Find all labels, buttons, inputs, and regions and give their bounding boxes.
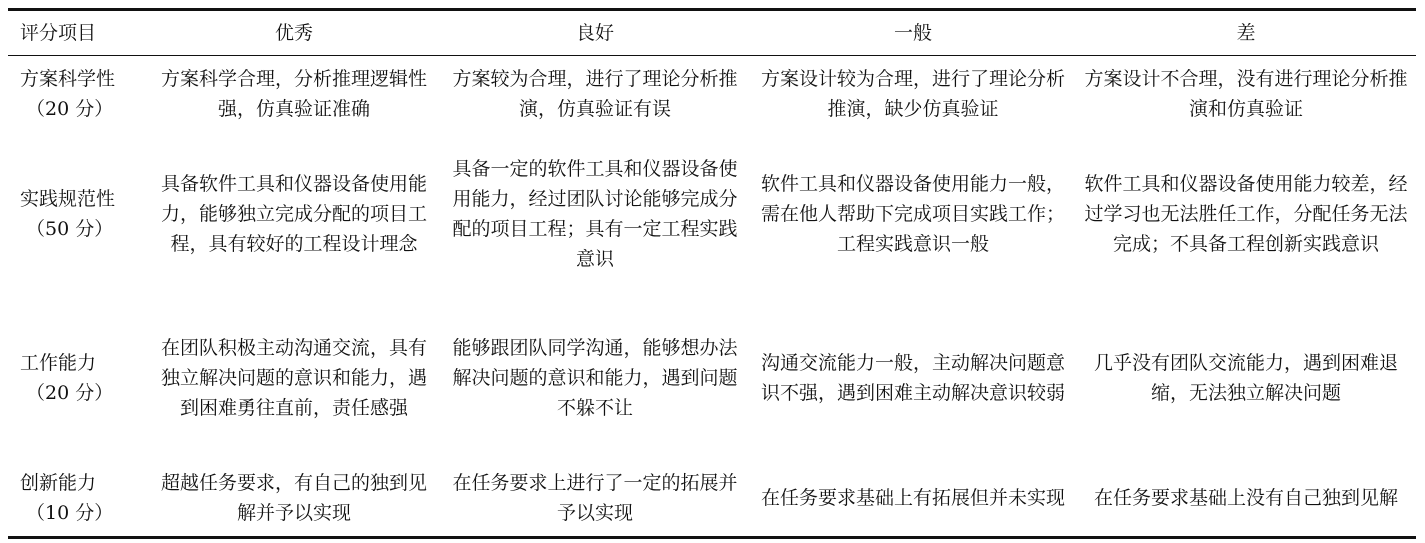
criterion-name: 工作能力 bbox=[20, 352, 97, 374]
header-row bbox=[8, 10, 1416, 56]
average-cell: 在任务要求基础上有拓展但并未实现 bbox=[760, 487, 1065, 509]
average-cell: 沟通交流能力一般，主动解决问题意识不强，遇到困难主动解决意识较弱 bbox=[760, 352, 1065, 404]
table-row bbox=[8, 56, 1416, 133]
poor-cell: 方案设计不合理，没有进行理论分析推演和仿真验证 bbox=[1084, 68, 1408, 120]
good-cell: 具备一定的软件工具和仪器设备使用能力，经过团队讨论能够完成分配的项目工程；具有一定工程实践意识 bbox=[452, 158, 738, 270]
criterion-name: 创新能力 bbox=[20, 472, 97, 494]
good-cell: 在任务要求上进行了一定的拓展并予以实现 bbox=[452, 472, 738, 524]
table-row bbox=[8, 460, 1416, 538]
criterion-score: （20 分） bbox=[26, 382, 114, 404]
criterion-cell bbox=[8, 296, 148, 460]
criterion-score: （20 分） bbox=[26, 98, 114, 120]
criterion-score: （10 分） bbox=[26, 502, 114, 524]
header-excellent: 优秀 bbox=[274, 22, 313, 44]
criterion-cell bbox=[8, 56, 148, 133]
criterion-name: 实践规范性 bbox=[20, 188, 116, 210]
header-average: 一般 bbox=[893, 22, 932, 44]
header-poor: 差 bbox=[1236, 22, 1256, 44]
excellent-cell: 超越任务要求，有自己的独到见解并予以实现 bbox=[160, 472, 427, 524]
criterion-cell bbox=[8, 132, 148, 296]
excellent-cell: 具备软件工具和仪器设备使用能力，能够独立完成分配的项目工程，具有较好的工程设计理念 bbox=[160, 173, 427, 255]
average-cell: 方案设计较为合理，进行了理论分析推演，缺少仿真验证 bbox=[760, 68, 1065, 120]
criterion-cell bbox=[8, 460, 148, 538]
average-cell: 软件工具和仪器设备使用能力一般，需在他人帮助下完成项目实践工作；工程实践意识一般 bbox=[760, 173, 1065, 255]
table-row bbox=[8, 296, 1416, 460]
excellent-cell: 方案科学合理，分析推理逻辑性强，仿真验证准确 bbox=[160, 68, 427, 120]
header-criterion: 评分项目 bbox=[20, 22, 97, 44]
grading-rubric bbox=[8, 8, 1416, 539]
poor-cell: 软件工具和仪器设备使用能力较差，经过学习也无法胜任工作，分配任务无法完成；不具备工程创新实践意识 bbox=[1084, 173, 1408, 255]
rubric-table bbox=[8, 8, 1416, 539]
poor-cell: 在任务要求基础上没有自己独到见解 bbox=[1093, 487, 1398, 509]
header-good: 良好 bbox=[575, 22, 614, 44]
good-cell: 能够跟团队同学沟通，能够想办法解决问题的意识和能力，遇到问题不躲不让 bbox=[452, 337, 738, 419]
poor-cell: 几乎没有团队交流能力，遇到困难退缩，无法独立解决问题 bbox=[1093, 352, 1398, 404]
criterion-score: （50 分） bbox=[26, 218, 114, 240]
table-row bbox=[8, 132, 1416, 296]
criterion-name: 方案科学性 bbox=[20, 68, 116, 90]
good-cell: 方案较为合理，进行了理论分析推演，仿真验证有误 bbox=[452, 68, 738, 120]
excellent-cell: 在团队积极主动沟通交流，具有独立解决问题的意识和能力，遇到困难勇往直前，责任感强 bbox=[160, 337, 427, 419]
